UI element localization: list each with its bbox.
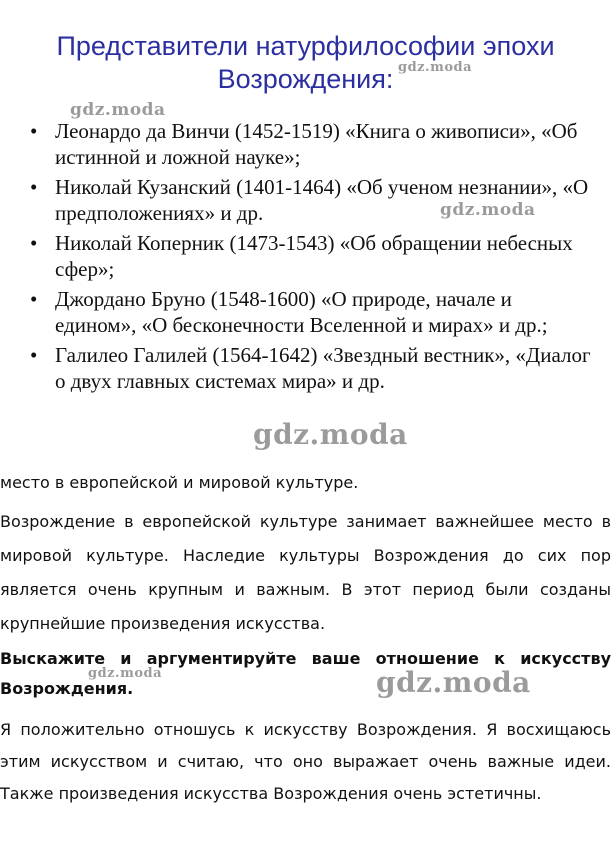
watermark: gdz.moda [70, 100, 166, 120]
watermark: gdz.moda [88, 666, 163, 681]
bullet-icon: • [30, 175, 38, 199]
watermark: gdz.moda [398, 60, 473, 75]
bullet-icon: • [30, 343, 38, 367]
bullet-icon: • [30, 119, 38, 143]
list-item [30, 118, 595, 170]
list-item [30, 342, 595, 394]
bullet-icon: • [30, 231, 38, 255]
representatives-list [30, 118, 595, 398]
paragraph: Возрождение в европейской культуре занимает важнейшее место в мировой культуре. Наследие культуры Возрождения до сих пор является очень крупным и важным. В этот период были созданы крупнейшие произведения искусства. [0, 512, 611, 633]
list-item [30, 230, 595, 282]
slide-title: Представители натурфилософии эпохи Возрождения: [56, 31, 555, 94]
question-heading: Выскажите и аргументируйте ваше отношение к искусству Возрождения. [0, 649, 611, 698]
list-item-text: Николай Коперник (1473-1543) «Об обращении небесных сфер»; [55, 231, 573, 281]
watermark: gdz.moda [376, 666, 531, 699]
list-item-text: Николай Кузанский (1401-1464) «Об ученом незнании», «О предположениях» и др. [55, 175, 589, 225]
watermark: gdz.moda [440, 200, 536, 220]
watermark: gdz.moda [253, 418, 408, 451]
answer-paragraph: Я положительно отношусь к искусству Возрождения. Я восхищаюсь этим искусством и считаю, что оно выражает очень важные идеи. Также произведения искусства Возрождения очень эстетичны. [0, 720, 611, 803]
bullet-icon: • [30, 287, 38, 311]
text-fragment: место в европейской и мировой культуре. [0, 473, 359, 492]
list-item [30, 286, 595, 338]
list-item-text: Галилео Галилей (1564-1642) «Звездный вестник», «Диалог о двух главных системах мира» и др. [55, 343, 591, 393]
list-item-text: Джордано Бруно (1548-1600) «О природе, начале и едином», «О бесконечности Вселенной и мирах» и др.; [55, 287, 548, 337]
list-item-text: Леонардо да Винчи (1452-1519) «Книга о живописи», «Об истинной и ложной науке»; [55, 119, 578, 169]
